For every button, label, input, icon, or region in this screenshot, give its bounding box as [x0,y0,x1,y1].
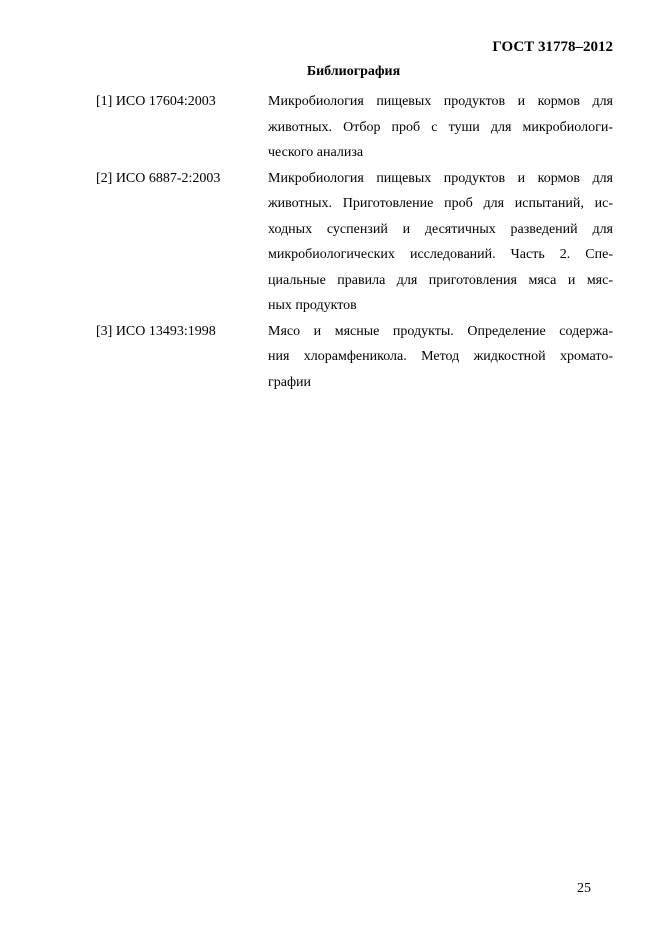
entry-reference: [1] ИСО 17604:2003 [96,94,216,109]
bibliography-entry-3 [96,319,613,396]
bibliography-entry-2 [96,166,613,319]
description-line: циальные правила для приготовления мяса и мяс- [268,272,613,288]
bibliography-heading [0,63,661,81]
bibliography-list [96,89,613,395]
description-line: микробиологических исследований. Часть 2. Спе- [268,247,613,262]
entry-reference: [2] ИСО 6887-2:2003 [96,170,221,186]
description-line: Мясо и мясные продукты. Определение содержа- [268,323,613,339]
entry-description [268,166,613,319]
description-line: ческого анализа [268,145,364,160]
description-line: животных. Отбор проб с туши для микробиологи- [268,119,613,135]
description-line: Микробиология пищевых продуктов и кормов для [268,170,613,186]
description-line: ходных суспензий и десятичных разведений для [268,221,613,237]
description-line: Микробиология пищевых продуктов и кормов для [268,94,613,109]
entry-description [268,319,613,396]
description-line: графии [268,374,312,390]
entry-description [268,89,613,166]
description-line: ных продуктов [268,298,357,313]
page-number: 25 [577,881,591,896]
bibliography-entry-1 [96,89,613,166]
description-line: животных. Приготовление проб для испытаний, ис- [268,196,613,211]
description-line: ния хлорамфеникола. Метод жидкостной хромато- [268,349,613,364]
entry-reference: [3] ИСО 13493:1998 [96,323,216,339]
document-code: ГОСТ 31778–2012 [492,39,613,55]
bibliography-title: Библиография [306,64,401,79]
